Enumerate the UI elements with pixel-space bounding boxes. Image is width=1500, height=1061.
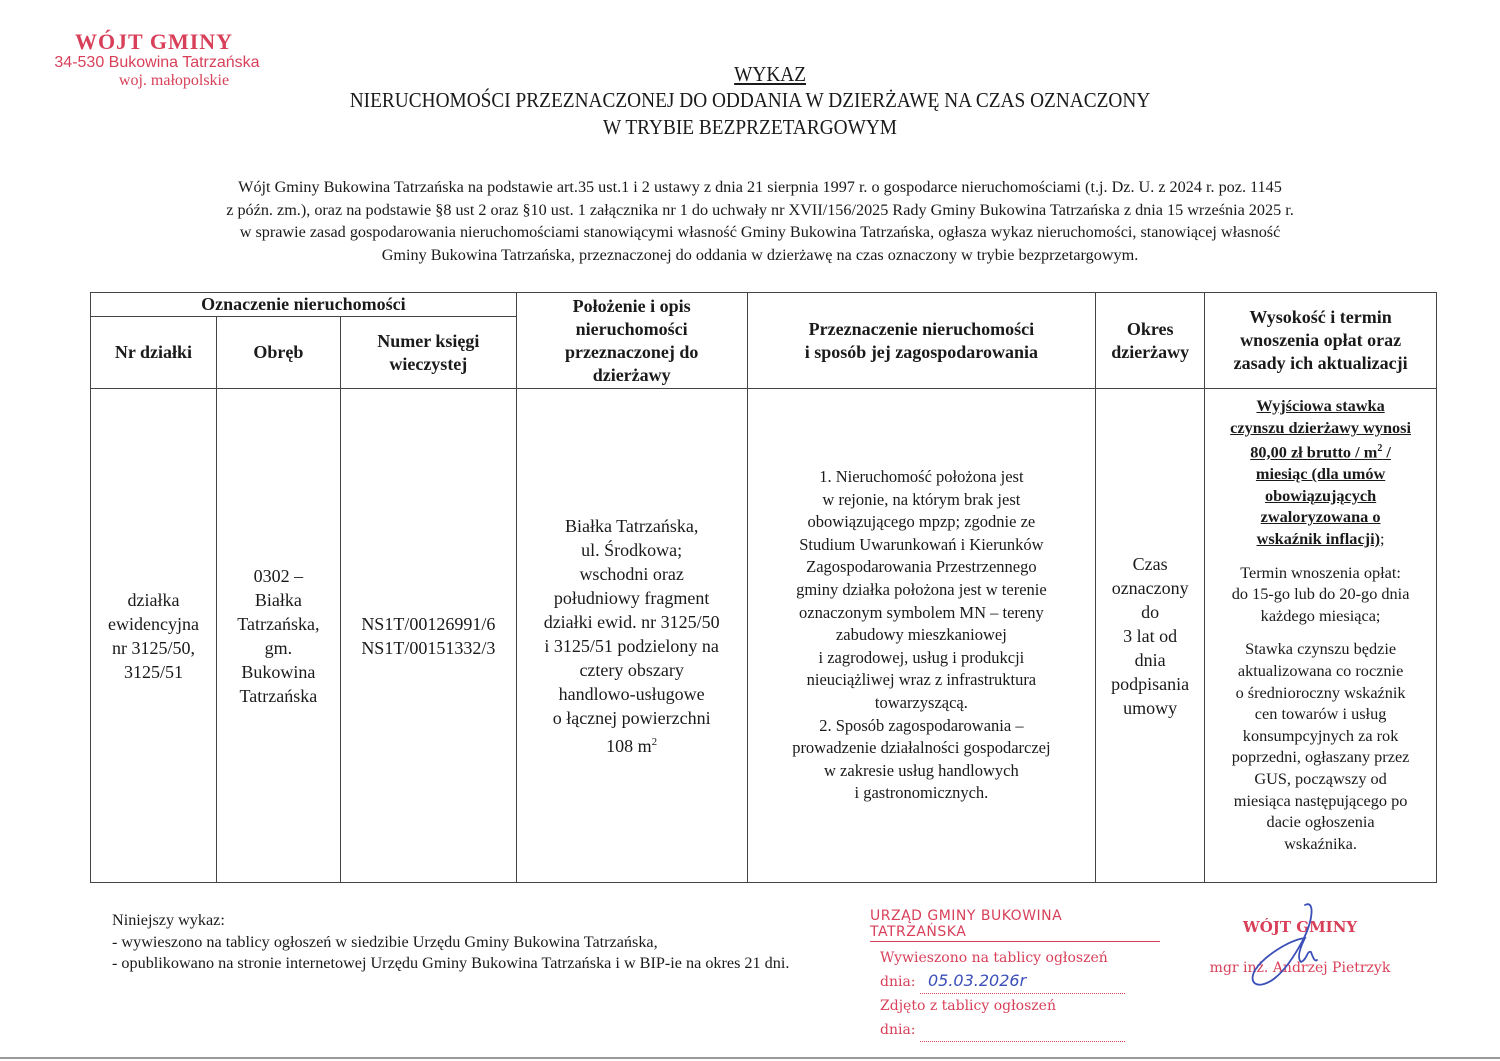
footer-line: - opublikowano na stronie internetowej Urzędu Gminy Bukowina Tatrzańska i w BIP-ie na okres 21 dni.: [112, 954, 790, 972]
cell-polozenie: Białka Tatrzańska, ul. Środkowa; wschodni oraz południowy fragment działki ewid. nr 3125/50 i 3125/51 podzielony na cztery obszary handlowo-usługowe o łącznej powierzchni 108 $m^2$: [516, 389, 747, 883]
office-stamp-header: URZĄD GMINY BUKOWINA TATRZAŃSKA: [870, 908, 1160, 942]
header-wysokosc: Wysokość i termin wnoszenia opłat oraz zasady ich aktualizacji: [1205, 293, 1437, 389]
posted-date-label: dnia:: [880, 974, 916, 990]
cell-okres: Czas oznaczony do 3 lat od dnia podpisania umowy: [1096, 389, 1205, 883]
cell-przeznaczenie: 1. Nieruchomość położona jest w rejonie, na którym brak jest obowiązującego mpzp; zgodnie ze Studium Uwarunkowań i Kierunków Zagospodarowania Przestrzennego gminy działka położona jest w terenie oznaczonym symbolem MN – tereny zabudowy mieszkaniowej i zagrodowej, usług i produkcji nieuciążliwej wraz z infrastruktura towarzyszącą. 2. Sposób zagospodarowania – prowadzenie działalności gospodarczej w zakresie usług handlowych i gastronomicznych.: [747, 389, 1096, 883]
table-row: [91, 389, 1437, 883]
removed-label: Zdjęto z tablicy ogłoszeń: [880, 998, 1056, 1014]
cell-nr-dzialki: działka ewidencyjna nr 3125/50, 3125/51: [91, 389, 217, 883]
header-ksiega: Numer księgi wieczystej: [340, 317, 516, 389]
signature-name: mgr inż. Andrzej Pietrzyk: [1209, 960, 1391, 976]
header-okres: Okres dzierżawy: [1096, 293, 1205, 389]
property-table: [90, 292, 1437, 883]
cell-ksiega: NS1T/00126991/6 NS1T/00151332/3: [340, 389, 516, 883]
posted-date-handwritten: 05.03.2026r: [927, 971, 1027, 990]
intro-paragraph: [100, 176, 1420, 266]
header-obreb: Obręb: [216, 317, 340, 389]
title-line-3: W TRYBIE BEZPRZETARGOWYM: [603, 115, 897, 139]
footer-notes: [112, 910, 789, 975]
office-posting-stamp: [870, 908, 1160, 1042]
signature-title: WÓJT GMINY: [1242, 918, 1358, 936]
handwritten-signature-icon: [1245, 900, 1355, 995]
header-nr-dzialki: Nr działki: [91, 317, 217, 389]
intro-line: w sprawie zasad gospodarowania nieruchomościami stanowiącymi własność Gminy Bukowina Tatrzańska, ogłasza wykaz nieruchomości, stanowiącej własność: [239, 223, 1281, 241]
payment-deadline: Termin wnoszenia opłat: do 15-go lub do 20-go dnia każdego miesiąca;: [1231, 562, 1410, 625]
intro-line: Gminy Bukowina Tatrzańska, przeznaczonej do oddania w dzierżawę na czas oznaczony w trybie bezprzetargowym.: [381, 245, 1139, 264]
cell-wysokosc: [1205, 389, 1437, 883]
title-line-2: NIERUCHOMOŚCI PRZEZNACZONEJ DO ODDANIA W DZIERŻAWĘ NA CZAS OZNACZONY: [349, 88, 1151, 112]
page-bottom-edge: [0, 1057, 1500, 1059]
intro-line: Wójt Gminy Bukowina Tatrzańska na podstawie art.35 ust.1 i 2 ustawy z dnia 21 sierpnia 1997 r. o gospodarce nieruchomościami (t.j. Dz. U. z 2024 r. poz. 1145: [238, 178, 1282, 196]
header-polozenie: Położenie i opis nieruchomości przeznaczonej do dzierżawy: [516, 293, 747, 389]
intro-line: z późn. zm.), oraz na podstawie §8 ust 2 oraz §10 ust. 1 załącznika nr 1 do uchwały nr XVII/156/2025 Rady Gminy Bukowina Tatrzańska z dnia 15 września 2025 r.: [226, 200, 1294, 219]
rate-update-rules: Stawka czynszu będzie aktualizowana co rocznie o średnioroczny wskaźnik cen towarów i usług konsumpcyjnych za rok poprzedni, ogłaszany przez GUS, począwszy od miesiąca następującego po dacie ogłoszenia wskaźnika.: [1231, 639, 1410, 853]
posted-label: Wywieszono na tablicy ogłoszeń: [880, 950, 1108, 966]
header-przeznaczenie: Przeznaczenie nieruchomości i sposób jej zagospodarowania: [747, 293, 1096, 389]
document-title: [0, 62, 1500, 141]
cell-obreb: 0302 – Białka Tatrzańska, gm. Bukowina Tatrzańska: [216, 389, 340, 883]
stamp-title: WÓJT GMINY: [74, 29, 234, 54]
footer-line: - wywieszono na tablicy ogłoszeń w siedzibie Urzędu Gminy Bukowina Tatrzańska,: [112, 932, 658, 951]
footer-line: Niniejszy wykaz:: [112, 911, 225, 929]
rent-rate: Wyjściowa stawka czynszu dzierżawy wynosi 80,00 zł brutto / $m^2$ / miesiąc (dla umów obowiązujących zwaloryzowana o wskaźnik inflacji);: [1230, 396, 1412, 548]
group-header-oznaczenie: Oznaczenie nieruchomości: [91, 293, 517, 317]
stamp-voivodeship: woj. małopolskie: [118, 71, 230, 89]
stamp-address: 34-530 Bukowina Tatrzańska: [54, 54, 260, 72]
title-wykaz: WYKAZ: [734, 62, 806, 86]
removed-date-label: dnia:: [880, 1022, 916, 1038]
